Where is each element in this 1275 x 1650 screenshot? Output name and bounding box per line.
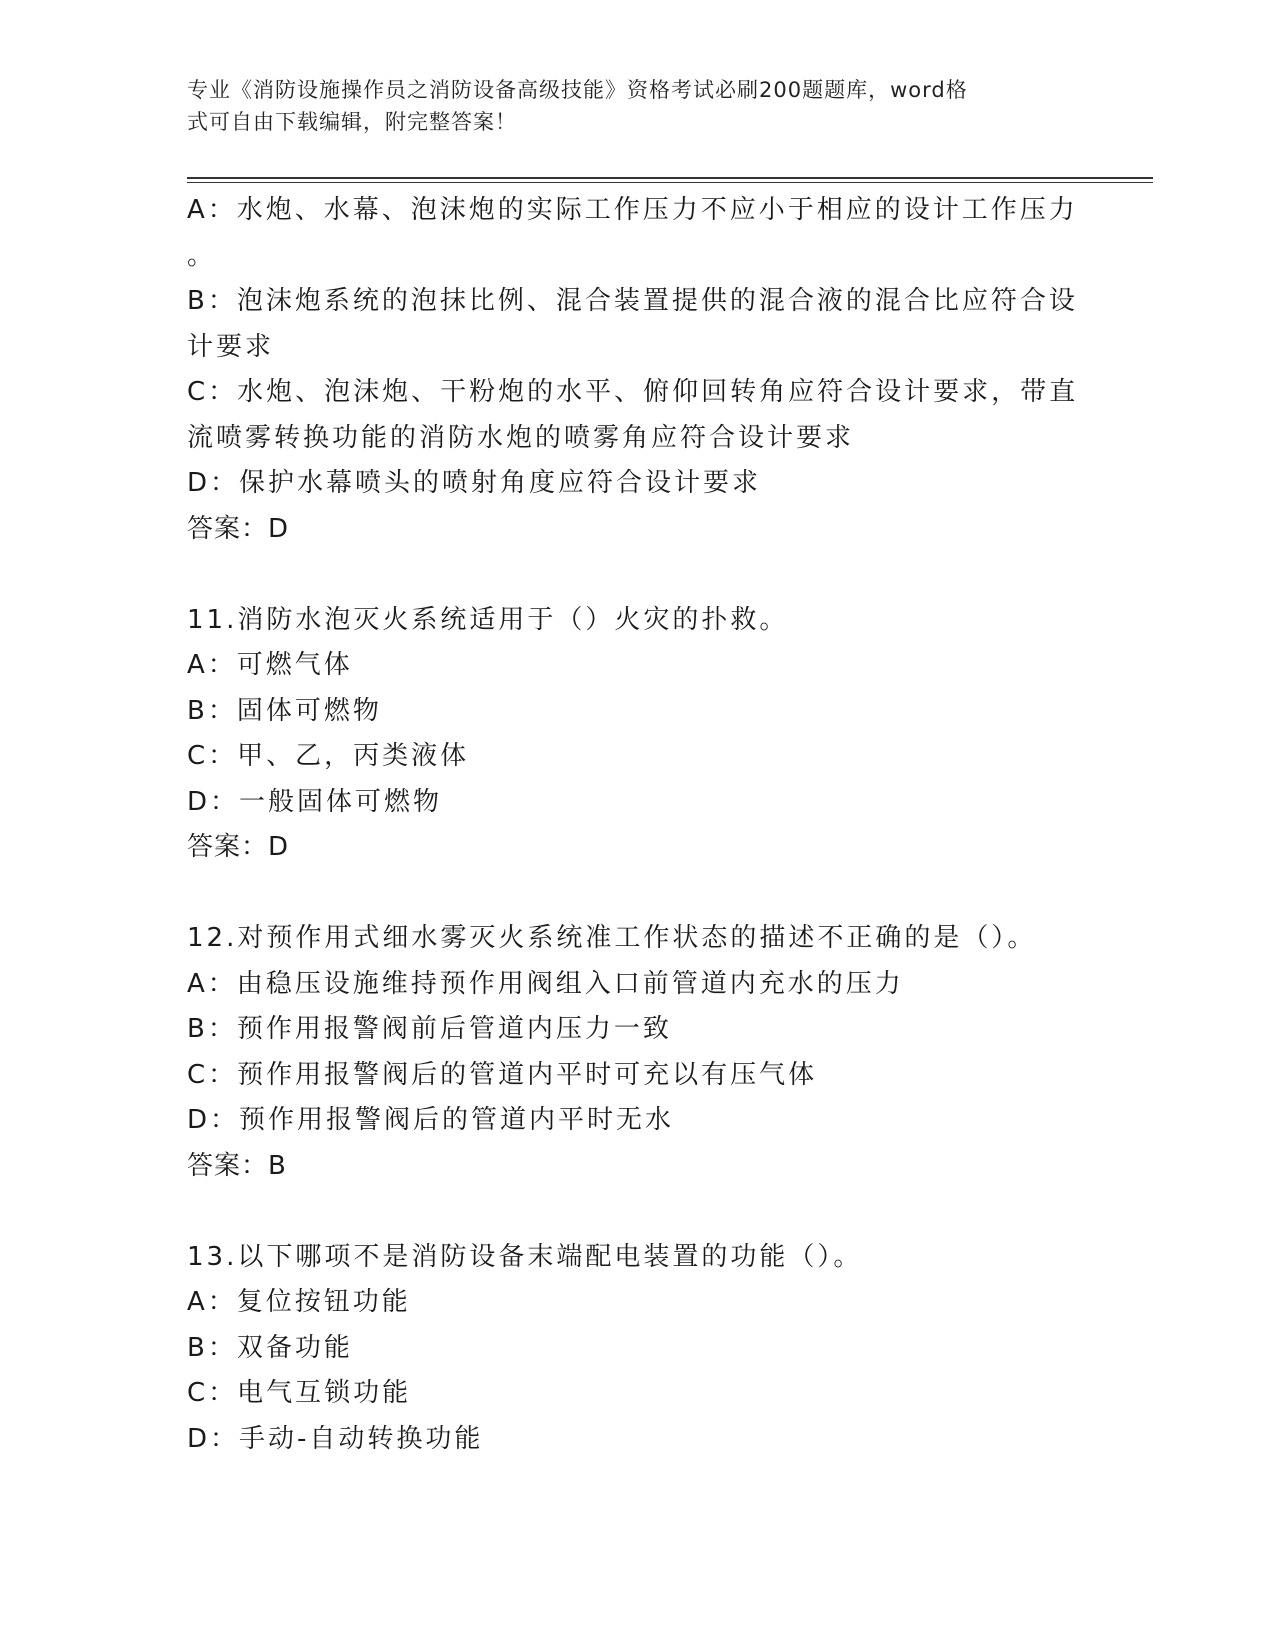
question-block-11 — [187, 598, 1087, 871]
question-text: 11.消防水泡灭火系统适用于（）火灾的扑救。 — [187, 604, 789, 635]
option-c: C：甲、乙，丙类液体 — [187, 741, 470, 771]
question-block-10 — [187, 188, 1087, 552]
question-list — [187, 188, 1087, 1462]
option-b-line-2: 计要求 — [187, 331, 275, 362]
option-a-line-1: A：水炮、水幕、泡沫炮的实际工作压力不应小于相应的设计工作压力 — [187, 195, 1078, 225]
option-b-line-1: B：泡沫炮系统的泡抹比例、混合装置提供的混合液的混合比应符合设 — [187, 286, 1078, 316]
option-d: D：预作用报警阀后的管道内平时无水 — [187, 1105, 675, 1135]
option-a: A：可燃气体 — [187, 650, 353, 680]
option-c-line-1: C：水炮、泡沫炮、干粉炮的水平、俯仰回转角应符合设计要求，带直 — [187, 377, 1079, 407]
option-b: B：固体可燃物 — [187, 695, 382, 726]
header-line-1: 专业《消防设施操作员之消防设备高级技能》资格考试必刷200题题库，word格 — [187, 78, 968, 102]
question-block-13 — [187, 1235, 1087, 1463]
option-c: C：预作用报警阀后的管道内平时可充以有压气体 — [187, 1059, 818, 1090]
document-header — [187, 74, 1067, 138]
question-block-12 — [187, 916, 1087, 1189]
option-c: C：电气互锁功能 — [187, 1378, 412, 1408]
option-c-line-2: 流喷雾转换功能的消防水炮的喷雾角应符合设计要求 — [187, 422, 855, 453]
option-a: A：由稳压设施维持预作用阀组入口前管道内充水的压力 — [187, 968, 904, 999]
answer-line: 答案：B — [187, 1150, 287, 1181]
spacer — [187, 552, 1087, 598]
option-d: D：一般固体可燃物 — [187, 786, 443, 817]
option-d: D：保护水幕喷头的喷射角度应符合设计要求 — [187, 468, 762, 498]
question-text: 12.对预作用式细水雾灭火系统准工作状态的描述不正确的是（）。 — [187, 923, 1037, 953]
answer-line: 答案：D — [187, 832, 290, 862]
spacer — [187, 1189, 1087, 1235]
header-divider-thin — [187, 182, 1153, 183]
option-b: B：双备功能 — [187, 1332, 353, 1363]
question-text: 13.以下哪项不是消防设备末端配电装置的功能（）。 — [187, 1241, 863, 1272]
header-divider-thick — [187, 177, 1153, 179]
answer-line: 答案：D — [187, 513, 290, 544]
option-b: B：预作用报警阀前后管道内压力一致 — [187, 1014, 672, 1044]
header-line-2: 式可自由下载编辑，附完整答案！ — [187, 110, 517, 134]
spacer — [187, 871, 1087, 917]
option-a-line-2: 。 — [187, 240, 217, 271]
option-a: A：复位按钮功能 — [187, 1287, 411, 1317]
option-d: D：手动-自动转换功能 — [187, 1423, 484, 1454]
